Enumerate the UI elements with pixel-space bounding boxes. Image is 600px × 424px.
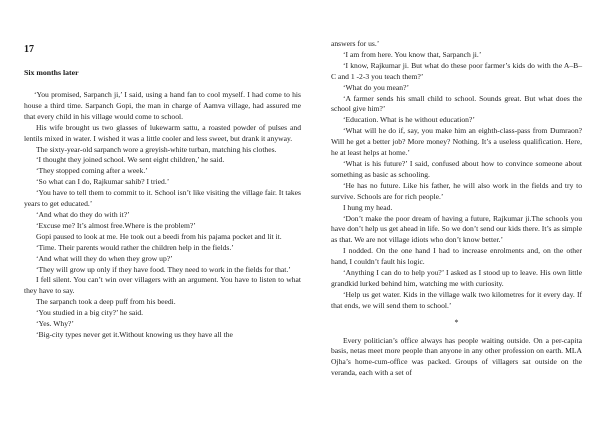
paragraph: Gopi paused to look at me. He took out a beedi from his pajama pocket and lit it. [36, 231, 282, 241]
chapter-number: 17 [24, 44, 34, 55]
paragraph: ‘And what will they do when they grow up?’ [36, 253, 173, 263]
paragraph: I fell silent. You can’t win over villagers with an argument. You have to listen to what they have to say. [24, 275, 301, 296]
paragraph-continuation: answers for us.’ [331, 39, 380, 48]
paragraph: ‘You have to tell them to commit to it. School isn’t like visiting the village fair. It takes years to get educated.’ [24, 188, 301, 209]
paragraph: The sixty-year-old sarpanch wore a greyish-white turban, matching his clothes. [36, 144, 277, 154]
chapter-title: Six months later [24, 68, 79, 77]
paragraph: Every politician’s office always has people waiting outside. On a per-capita basis, netas meet more people than anyone in any other profession on earth. MLA Ojha’s home-cum-office was packed. Groups of villagers sat outside on the veranda, each with a set of [331, 335, 582, 378]
paragraph: ‘What do you mean?’ [343, 82, 409, 92]
paragraph: ‘Excuse me? It’s almost free.Where is the problem?’ [36, 220, 196, 230]
paragraph: ‘What will he do if, say, you make him an eighth-class-pass from Dumraon? Will he get a better job? More money? Nothing. It’s a useless qualification. Here, he at least helps at home.’ [331, 126, 582, 158]
paragraph: ‘What is his future?’ I said, confused about how to convince someone about something as basic as schooling. [331, 158, 582, 179]
left-page-body [24, 90, 301, 341]
paragraph: ‘They stopped coming after a week.’ [36, 166, 148, 176]
paragraph: ‘I know, Rajkumar ji. But what do these poor farmer’s kids do with the A–B–C and 1 -2-3 you teach them?’ [331, 60, 582, 81]
paragraph: ‘A farmer sends his small child to school. Sounds great. But what does the school give him?’ [331, 93, 582, 114]
paragraph: ‘Help us get water. Kids in the village walk two kilometres for it every day. If that ends, we will send them to school.’ [331, 289, 582, 310]
paragraph: ‘They will grow up only if they have food. They need to work in the fields for that.’ [36, 264, 291, 274]
paragraph: ‘Don’t make the poor dream of having a future, Rajkumar ji.The schools you have don’t help us get ahead in life. So we don’t send our kids there. It’s as simple as that. We are not village idiots who don’t know better.’ [331, 213, 582, 245]
paragraph: ‘He has no future. Like his father, he will also work in the fields and try to survive. Schools are for rich people.’ [331, 180, 582, 201]
paragraph: ‘Big-city types never get it.Without knowing us they have all the [36, 329, 233, 339]
right-page-body [331, 39, 582, 379]
paragraph: ‘I am from here. You know that, Sarpanch ji.’ [343, 49, 482, 59]
paragraph: ‘So what can I do, Rajkumar sahib? I tried.’ [36, 177, 170, 187]
paragraph: I nodded. On the one hand I had to increase enrolments and, on the other hand, I couldn’t fault his logic. [331, 246, 582, 267]
paragraph: I hung my head. [343, 202, 393, 212]
paragraph: His wife brought us two glasses of lukewarm sattu, a roasted powder of pulses and lentils mixed in water. I wished it was a little cooler and less sweet, but drank it anyway. [24, 122, 301, 143]
paragraph: ‘And what do they do with it?’ [36, 209, 130, 219]
paragraph: ‘Time. Their parents would rather the children help in the fields.’ [36, 242, 234, 252]
paragraph: ‘You studied in a big city?’ he said. [36, 308, 144, 318]
section-separator: * [454, 317, 459, 327]
paragraph: The sarpanch took a deep puff from his beedi. [36, 297, 176, 307]
paragraph: ‘I thought they joined school. We sent eight children,’ he said. [36, 155, 225, 165]
paragraph: ‘You promised, Sarpanch ji,’ I said, using a hand fan to cool myself. I had come to his house a third time. Sarpanch Gopi, the man in charge of Aamva village, had assured me that every child in his village would come to school. [24, 90, 301, 121]
paragraph: ‘Education. What is he without education?’ [343, 115, 475, 125]
paragraph: ‘Yes. Why?’ [36, 319, 74, 329]
paragraph: ‘Anything I can do to help you?’ I asked as I stood up to leave. His own little grandkid lurked behind him, watching me with curiosity. [331, 268, 582, 288]
